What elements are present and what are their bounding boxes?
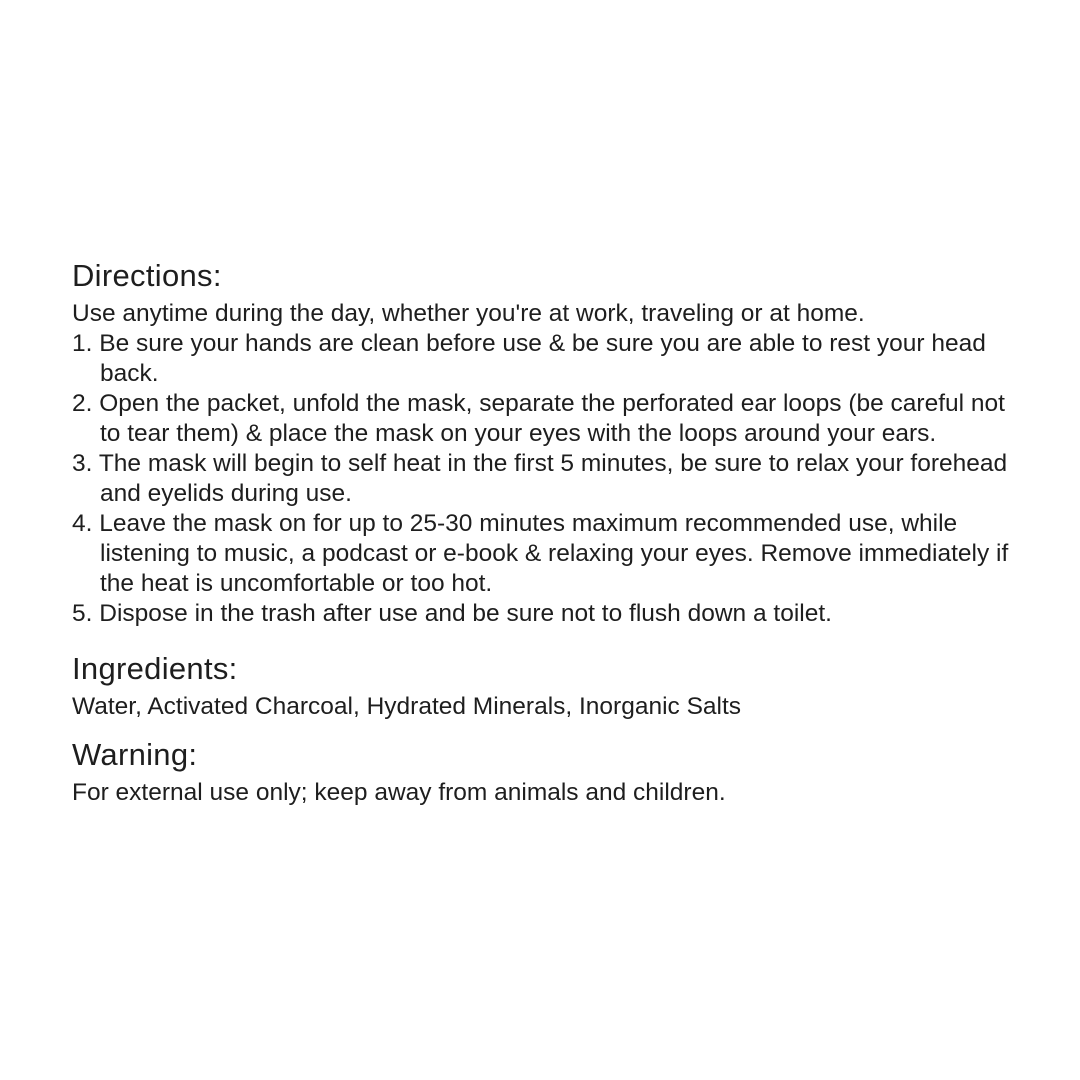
item-number: 5. — [72, 600, 93, 627]
list-item — [72, 329, 1010, 389]
directions-list — [72, 329, 1010, 629]
ingredients-text: Water, Activated Charcoal, Hydrated Minerals, Inorganic Salts — [72, 693, 742, 720]
item-text: Dispose in the trash after use and be sure not to flush down a toilet. — [99, 600, 832, 627]
item-text: The mask will begin to self heat in the first 5 minutes, be sure to relax your forehead and eyelids during use. — [98, 450, 1008, 507]
list-item — [72, 509, 1010, 599]
item-text: Open the packet, unfold the mask, separate the perforated ear loops (be careful not to tear them) & place the mask on your eyes with the loops around your ears. — [99, 390, 1005, 447]
directions-intro: Use anytime during the day, whether you're at work, traveling or at home. — [72, 300, 865, 327]
ingredients-heading: Ingredients: — [72, 651, 238, 686]
item-text: Be sure your hands are clean before use & be sure you are able to rest your head back. — [99, 330, 986, 387]
directions-heading: Directions: — [72, 258, 222, 293]
item-number: 1. — [72, 330, 93, 357]
item-text: Leave the mask on for up to 25-30 minutes maximum recommended use, while listening to music, a podcast or e-book & relaxing your eyes. Remove immediately if the heat is uncomfortable or too hot. — [99, 510, 1009, 597]
list-item — [72, 449, 1010, 509]
label-content — [72, 258, 1010, 808]
warning-section — [72, 737, 1010, 808]
item-number: 3. — [72, 450, 93, 477]
ingredients-section — [72, 651, 1010, 722]
warning-text: For external use only; keep away from animals and children. — [72, 779, 726, 806]
list-item — [72, 599, 1010, 629]
item-number: 4. — [72, 510, 93, 537]
directions-section — [72, 258, 1010, 629]
warning-heading: Warning: — [72, 737, 198, 772]
item-number: 2. — [72, 390, 93, 417]
list-item — [72, 389, 1010, 449]
